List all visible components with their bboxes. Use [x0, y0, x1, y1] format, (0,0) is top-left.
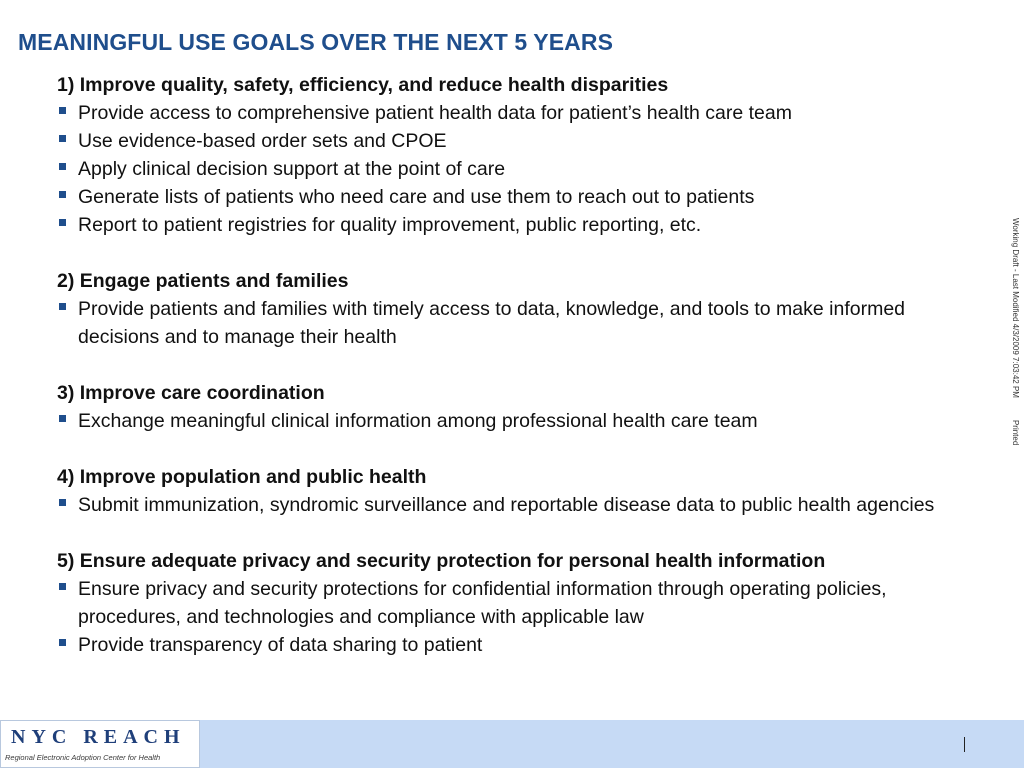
square-bullet-icon	[59, 163, 66, 170]
goal-section-5	[57, 547, 987, 659]
draft-side-note	[1011, 218, 1020, 445]
bullet-text: Submit immunization, syndromic surveillance and reportable disease data to public health agencies	[78, 494, 935, 516]
slide-title: MEANINGFUL USE GOALS OVER THE NEXT 5 YEARS	[18, 29, 614, 55]
draft-modified-text: Working Draft - Last Modified 4/3/2009 7:03:42 PM	[1011, 218, 1020, 398]
goal-section-1	[57, 71, 987, 239]
square-bullet-icon	[59, 303, 66, 310]
bullet-text: Ensure privacy and security protections for confidential information through operating policies, procedures, and technologies and compliance with applicable law	[78, 578, 887, 628]
goal-bullet	[57, 491, 987, 519]
goal-section-2	[57, 267, 987, 351]
goal-heading-5: 5) Ensure adequate privacy and security protection for personal health information	[57, 550, 826, 572]
bullet-text: Provide patients and families with timely access to data, knowledge, and tools to make informed decisions and to manage their health	[78, 298, 906, 348]
goal-bullet	[57, 183, 987, 211]
nyc-reach-logo	[0, 720, 200, 768]
logo-title: NYC REACH	[11, 726, 186, 748]
goal-bullet	[57, 575, 987, 631]
goal-heading-3: 3) Improve care coordination	[57, 382, 325, 404]
bullet-text: Use evidence-based order sets and CPOE	[78, 130, 447, 152]
goal-heading-2: 2) Engage patients and families	[57, 270, 349, 292]
square-bullet-icon	[59, 135, 66, 142]
goal-bullet	[57, 295, 987, 351]
goal-heading-1: 1) Improve quality, safety, efficiency, and reduce health disparities	[57, 74, 669, 96]
square-bullet-icon	[59, 499, 66, 506]
goal-heading-4: 4) Improve population and public health	[57, 466, 427, 488]
printed-text: Printed	[1011, 419, 1020, 446]
square-bullet-icon	[59, 583, 66, 590]
goals-content	[57, 71, 987, 659]
goal-bullet	[57, 631, 987, 659]
bullet-text: Provide access to comprehensive patient health data for patient’s health care team	[78, 102, 792, 124]
goal-bullet	[57, 155, 987, 183]
square-bullet-icon	[59, 415, 66, 422]
square-bullet-icon	[59, 107, 66, 114]
goal-section-3	[57, 379, 987, 435]
goal-bullet	[57, 407, 987, 435]
bullet-text: Generate lists of patients who need care and use them to reach out to patients	[78, 186, 755, 208]
bullet-text: Apply clinical decision support at the point of care	[78, 158, 506, 180]
square-bullet-icon	[59, 191, 66, 198]
goal-section-4	[57, 463, 987, 519]
bullet-text: Report to patient registries for quality improvement, public reporting, etc.	[78, 214, 702, 236]
bullet-text: Exchange meaningful clinical information among professional health care team	[78, 410, 758, 432]
square-bullet-icon	[59, 639, 66, 646]
goal-bullet	[57, 127, 987, 155]
square-bullet-icon	[59, 219, 66, 226]
footer-divider	[964, 737, 965, 752]
goal-bullet	[57, 99, 987, 127]
logo-subtitle: Regional Electronic Adoption Center for Health	[5, 753, 161, 762]
bullet-text: Provide transparency of data sharing to patient	[78, 634, 483, 656]
goal-bullet	[57, 211, 987, 239]
